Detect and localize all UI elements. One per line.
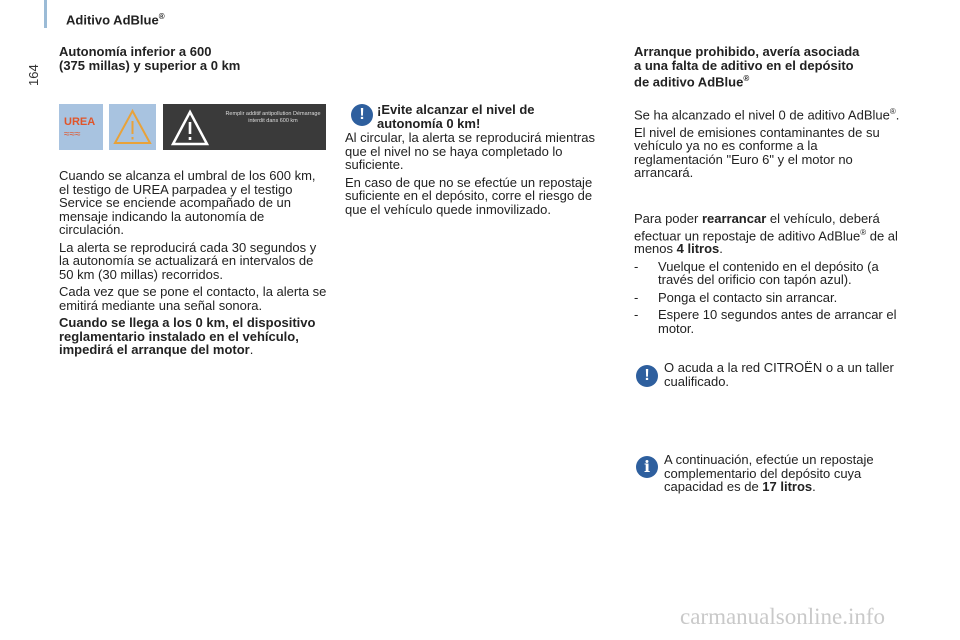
col1-paragraph-warning: Cuando se llega a los 0 km, el dispositivo reglamentario instalado en el vehículo, impedirá el arranque del motor. [59, 315, 316, 357]
alert-note: O acuda a la red CITROËN o a un taller cualificado. [664, 360, 894, 389]
list-item: - Ponga el contacto sin arrancar. [634, 289, 838, 305]
col1-paragraph: Cuando se alcanza el umbral de los 600 km, el testigo de UREA parpadea y el testigo Service se enciende acompañado de un mensaje indicando la autonomía de circulación. [59, 168, 316, 237]
col3-paragraph: Para poder rearrancar el vehículo, deberá efectuar un repostaje de aditivo AdBlue® de al menos 4 litros. [634, 211, 898, 257]
display-message-text: Remplir additif antipollution Démarrage interdit dans 600 km [225, 111, 321, 124]
alert-icon: ! [351, 104, 373, 126]
watermark: carmanualsonline.info [680, 604, 886, 629]
info-note: A continuación, efectúe un repostaje complementario del depósito cuya capacidad es de 17 litros. [664, 452, 874, 494]
service-warning-tile [109, 104, 156, 150]
warning-triangle-icon [109, 104, 156, 150]
col1-paragraph: Cada vez que se pone el contacto, la alerta se emitirá mediante una señal sonora. [59, 284, 327, 313]
col3-body-restart [634, 212, 904, 335]
waves-icon: ≈≈≈ [64, 129, 81, 140]
alert-icon: ! [636, 365, 658, 387]
col3-paragraph: Se ha alcanzado el nivel 0 de aditivo AdBlue®. [634, 107, 900, 123]
urea-label: UREA [64, 116, 96, 128]
warning-triangle-icon [163, 104, 223, 150]
list-item: - Espere 10 segundos antes de arrancar el motor. [634, 307, 897, 336]
col2-paragraph: En caso de que no se efectúe un repostaje suficiente en el depósito, corre el riesgo de que el vehículo quede inmovilizado. [345, 174, 593, 217]
info-icon: i [636, 456, 658, 478]
col1-body [59, 169, 329, 357]
col2-heading: ¡Evite alcanzar el nivel de autonomía 0 km! [377, 102, 535, 131]
urea-warning-tile [59, 104, 103, 150]
page-number: 164 [26, 64, 41, 86]
col3-body-top [634, 105, 904, 180]
page-title: Aditivo AdBlue® [66, 12, 165, 28]
col2-paragraph: Al circular, la alerta se reproducirá mientras que el nivel no se haya completado lo suficiente. [345, 130, 595, 172]
col1-paragraph: La alerta se reproducirá cada 30 segundos y la autonomía se actualizará en intervalos de 50 km (30 millas) recorridos. [59, 239, 317, 282]
col2-body [345, 131, 600, 216]
col1-heading: Autonomía inferior a 600 (375 millas) y superior a 0 km [59, 44, 241, 73]
display-message-tile [163, 104, 326, 150]
col3-paragraph: El nivel de emisiones contaminantes de su vehículo ya no es conforme a la reglamentación "Euro 6" y el motor no arrancará. [634, 124, 880, 181]
list-item: - Vuelque el contenido en el depósito (a través del orificio con tapón azul). [634, 258, 879, 288]
header-accent-bar [44, 0, 47, 28]
col3-heading: Arranque prohibido, avería asociada a una falta de aditivo en el depósito de aditivo AdBlue® [634, 44, 860, 90]
